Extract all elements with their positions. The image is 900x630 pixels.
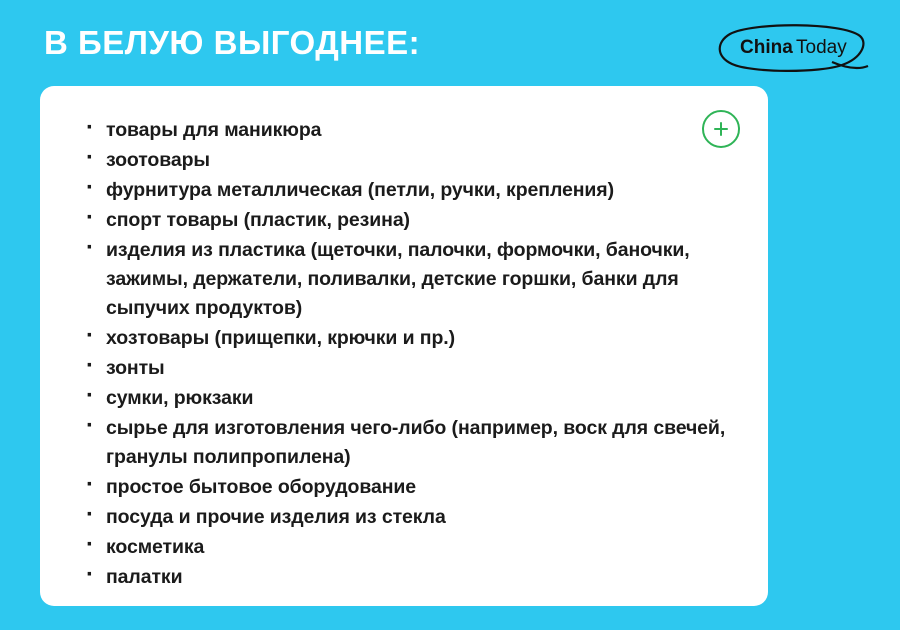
list-item: · посуда и прочие изделия из стекла [84, 503, 728, 532]
list-item: · зонты [84, 354, 728, 383]
svg-text:Today: Today [796, 37, 847, 58]
svg-text:China: China [740, 37, 793, 58]
list-item: · палатки [84, 563, 728, 592]
list-item: · хозтовары (прищепки, крючки и пр.) [84, 324, 728, 353]
list-item: · зоотовары [84, 146, 728, 175]
list-item: · косметика [84, 533, 728, 562]
list-item: · изделия из пластика (щеточки, палочки, формочки, баночки, зажимы, держатели, поливалки, детские горшки, банки для сыпучих продуктов) [84, 236, 728, 323]
page-title: В БЕЛУЮ ВЫГОДНЕЕ: [44, 24, 421, 61]
content-card [40, 86, 768, 606]
chinatoday-logo [712, 20, 872, 80]
list-item: · сумки, рюкзаки [84, 384, 728, 413]
list-item: · товары для маникюра [84, 116, 728, 145]
category-list [40, 86, 768, 592]
list-item: · простое бытовое оборудование [84, 473, 728, 502]
list-item: · спорт товары (пластик, резина) [84, 206, 728, 235]
list-item: · фурнитура металлическая (петли, ручки, крепления) [84, 176, 728, 205]
list-item: · сырье для изготовления чего-либо (например, воск для свечей, гранулы полипропилена) [84, 414, 728, 472]
